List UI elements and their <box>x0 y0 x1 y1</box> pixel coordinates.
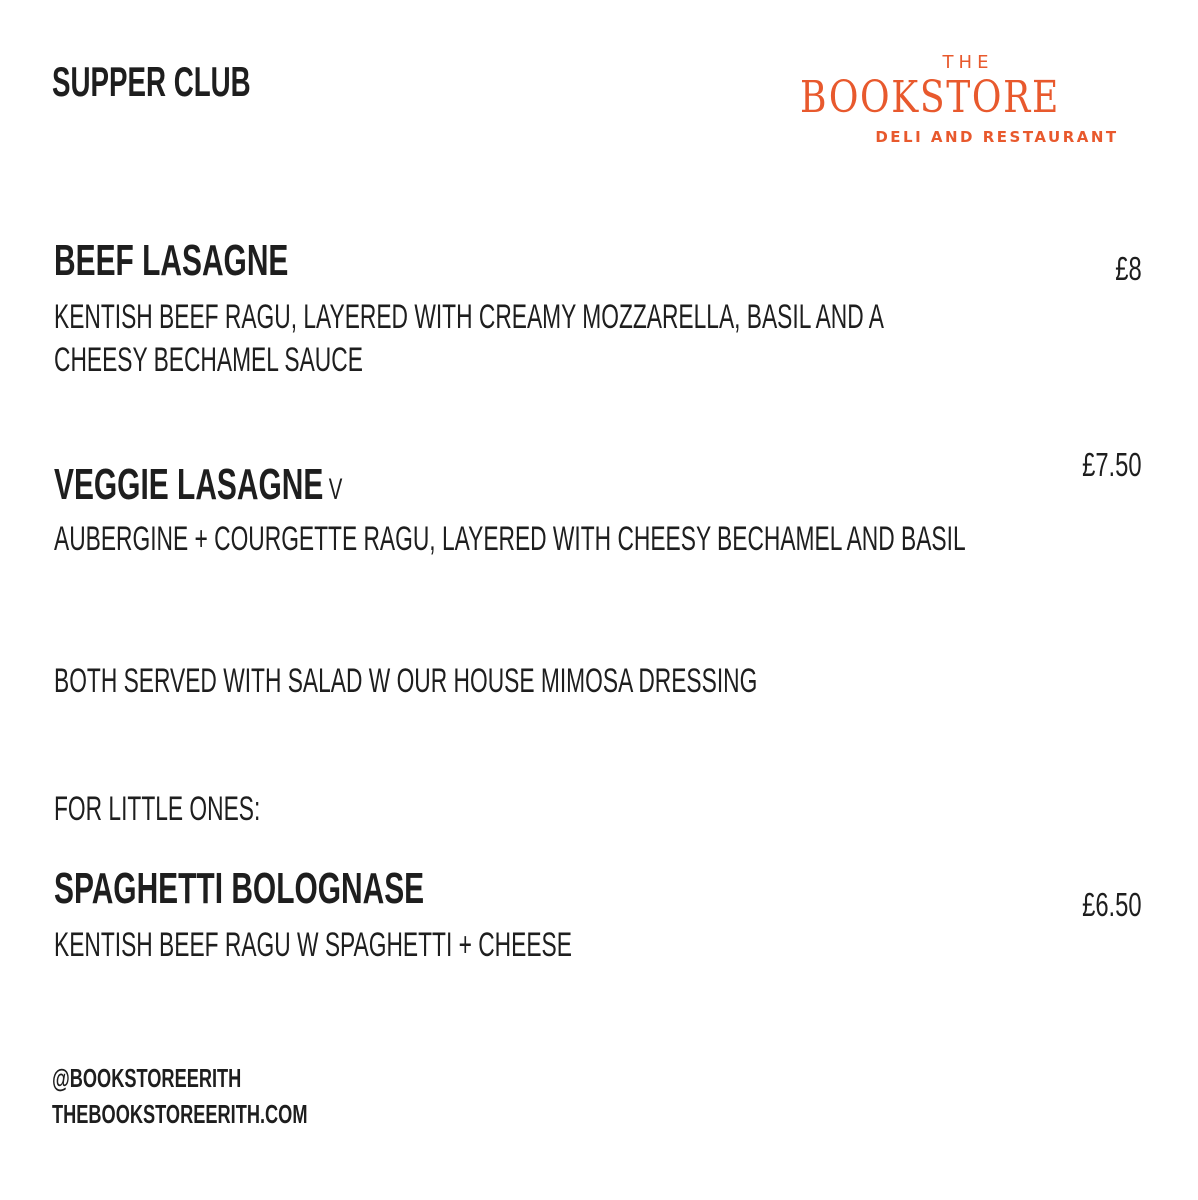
dish-description <box>54 294 1198 340</box>
note-text: BOTH SERVED WITH SALAD W OUR HOUSE MIMOSA DRESSING <box>54 662 758 700</box>
dish-description-cont <box>54 337 515 383</box>
dish-price <box>1059 886 1142 924</box>
description-line: KENTISH BEEF RAGU W SPAGHETTI + CHEESE <box>54 926 572 964</box>
logo-tagline: DELI AND RESTAURANT <box>875 128 1119 146</box>
menu-item-beef-lasagne <box>54 236 399 286</box>
dish-description <box>54 516 1198 562</box>
dish-name-text: VEGGIE LASAGNE <box>54 460 324 509</box>
social-handle: @BOOKSTOREERITH <box>52 1063 242 1093</box>
website-link[interactable]: THEBOOKSTOREERITH.COM <box>52 1099 308 1129</box>
description-line: KENTISH BEEF RAGU, LAYERED WITH CREAMY MOZZARELLA, BASIL AND A <box>54 298 884 336</box>
dish-name: BEEF LASAGNE <box>54 236 289 285</box>
logo-the: THE <box>942 52 994 73</box>
description-line: AUBERGINE + COURGETTE RAGU, LAYERED WITH CHEESY BECHAMEL AND BASIL <box>54 520 966 558</box>
menu-item-spaghetti-bolognase <box>54 864 598 914</box>
dish-name: SPAGHETTI BOLOGNASE <box>54 864 425 913</box>
dish-description <box>54 922 827 968</box>
vegetarian-badge: V <box>328 473 343 506</box>
price-label: £8 <box>1115 250 1142 287</box>
page-header <box>52 58 353 106</box>
description-line: CHEESY BECHAMEL SAUCE <box>54 341 363 379</box>
dish-price <box>1059 446 1142 484</box>
dish-name <box>54 460 342 510</box>
logo-name: BOOKSTORE <box>800 72 1060 123</box>
menu-item-veggie-lasagne <box>54 460 478 510</box>
section-label: FOR LITTLE ONES: <box>54 790 261 828</box>
menu-title: SUPPER CLUB <box>52 58 251 105</box>
served-with-note <box>54 662 1104 701</box>
footer-website <box>52 1096 417 1132</box>
price-label: £7.50 <box>1082 446 1142 483</box>
dish-price <box>1105 250 1142 288</box>
price-label: £6.50 <box>1082 886 1142 923</box>
little-ones-heading <box>54 790 362 829</box>
bookstore-logo <box>800 52 1136 152</box>
footer-handle <box>52 1060 322 1096</box>
